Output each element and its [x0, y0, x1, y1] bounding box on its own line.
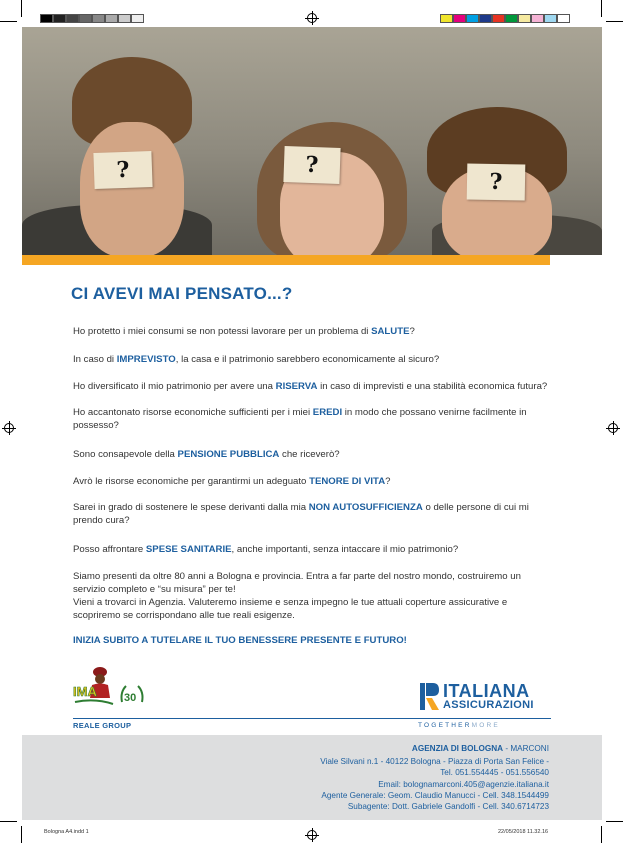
call-to-action: INIZIA SUBITO A TUTELARE IL TUO BENESSERE PRESENTE E FUTURO!: [73, 635, 407, 646]
reale-group-label: REALE GROUP: [73, 721, 132, 730]
general-agent: Agente Generale: Geom. Claudio Manucci - Cell. 348.1544499: [321, 791, 549, 800]
orange-accent-bar: [22, 255, 550, 265]
question-note-middle: ?: [283, 146, 340, 184]
agency-email: Email: bolognamarconi.405@agenzie.italiana.it: [378, 780, 549, 789]
question-note-right: ?: [467, 163, 526, 200]
registration-mark-top: [307, 13, 317, 23]
headline: CI AVEVI MAI PENSATO...?: [71, 284, 293, 303]
subagent: Subagente: Dott. Gabriele Gandolfi - Cell. 340.6714723: [347, 802, 549, 811]
grayscale-bar: [40, 14, 144, 23]
agency-address: Viale Silvani n.1 - 40122 Bologna - Piazza di Porta San Felice -: [320, 757, 549, 766]
intro-paragraph: [73, 570, 551, 622]
intro-line-2: Vieni a trovarci in Agenzia. Valuteremo insieme e senza impegno le tue attuali coperture assicurative e scopriremo se corrispondano alle tue reali esigenze.: [73, 597, 508, 621]
crop-mark-tr-v: [601, 0, 602, 17]
hero-photo: [22, 27, 602, 255]
crop-mark-br-v: [601, 826, 602, 843]
registration-mark-left: [4, 423, 14, 433]
agency-phone: Tel. 051.554445 - 051.556540: [440, 768, 549, 777]
anniversary-logo-text: 30: [124, 692, 137, 704]
together-more-tagline: TOGETHERMORE: [418, 722, 500, 729]
crop-mark-bl-h: [0, 821, 17, 822]
crop-mark-tl-h: [0, 21, 17, 22]
agency-name: AGENZIA DI BOLOGNA - MARCONI: [411, 744, 549, 753]
color-bar: [440, 14, 570, 23]
registration-mark-bottom: [307, 830, 317, 840]
question-note-left: ?: [93, 151, 152, 189]
crop-mark-br-h: [606, 821, 623, 822]
ima-logo: [73, 662, 118, 710]
question-item: Sarei in grado di sostenere le spese derivanti dalla mia NON AUTOSUFFICIENZA o delle persone di cui mi prendo cura?: [73, 502, 529, 526]
ima-logo-text: IMA: [73, 684, 97, 699]
question-item: Avrò le risorse economiche per garantirmi un adeguato TENORE DI VITA?: [73, 476, 391, 487]
question-item: Ho protetto i miei consumi se non potessi lavorare per un problema di SALUTE?: [73, 326, 415, 337]
anniversary-logo: [118, 682, 146, 710]
question-item: Ho diversificato il mio patrimonio per avere una RISERVA in caso di imprevisti e una stabilità economica futura?: [73, 381, 548, 392]
question-item: Posso affrontare SPESE SANITARIE, anche importanti, senza intaccare il mio patrimonio?: [73, 544, 459, 555]
question-item: Sono consapevole della PENSIONE PUBBLICA che riceverò?: [73, 449, 340, 460]
italiana-name: ITALIANA: [443, 681, 530, 701]
divider-rule: [73, 718, 551, 719]
question-item: Ho accantonato risorse economiche sufficienti per i miei EREDI in modo che possano venirne facilmente in possesso?: [73, 407, 527, 431]
italiana-subtitle: ASSICURAZIONI: [443, 699, 534, 711]
agency-footer: [22, 735, 602, 820]
intro-line-1: Siamo presenti da oltre 80 anni a Bologna e provincia. Entra a far parte del nostro mondo, costruiremo un servizio completo e “su misura” per te!: [73, 571, 521, 595]
question-item: In caso di IMPREVISTO, la casa e il patrimonio sarebbero economicamente al sicuro?: [73, 354, 440, 365]
italiana-mark-icon: [420, 683, 440, 710]
crop-mark-tr-h: [606, 21, 623, 22]
registration-mark-right: [608, 423, 618, 433]
italiana-assicurazioni-logo: [420, 683, 552, 713]
crop-mark-tl-v: [21, 0, 22, 17]
crop-mark-bl-v: [21, 826, 22, 843]
print-slug-file: Bologna A4.indd 1: [44, 829, 89, 835]
print-slug-date: 22/05/2018 11.32.16: [498, 829, 549, 835]
